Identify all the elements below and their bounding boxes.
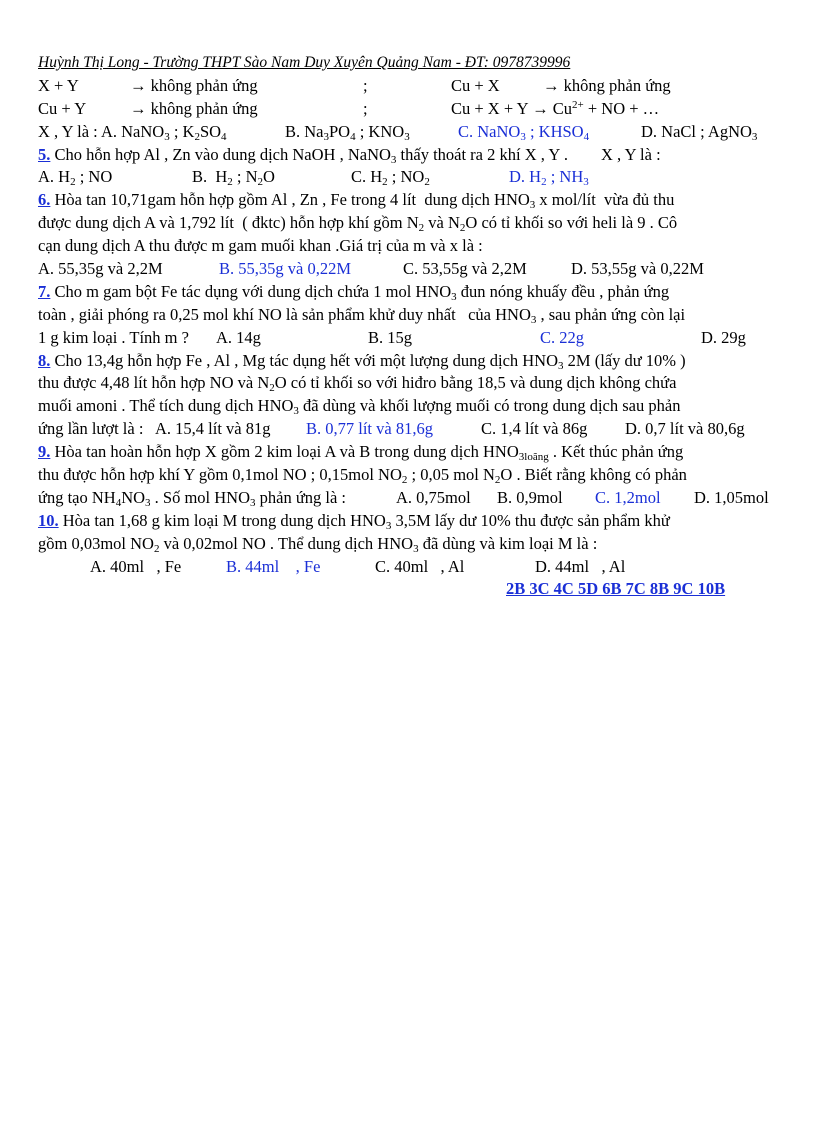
q10-stem-2: gồm 0,03mol $NO_2$ và 0,02mol NO . Thể dung dịch $HNO_3$ đã dùng và kim loại M là : [38, 533, 598, 555]
q8-option-b: B. 0,77 lít và 81,6g [306, 419, 433, 439]
reaction-row-1 [38, 75, 780, 98]
q6-stem-3: cạn dung dịch A thu được m gam muối khan .Giá trị của m và x là : [38, 236, 483, 256]
reaction-cu-y: Cu + Y [38, 98, 87, 118]
q7-option-d: D. 29g [701, 327, 746, 347]
q4-option-d: D. NaCl ; AgNO$_3$ [641, 121, 758, 143]
question-number: 8. [38, 350, 51, 370]
q6-option-d: D. 53,55g và 0,22M [571, 259, 704, 279]
reaction-cu-x-result: → không phản ứng [543, 75, 671, 95]
q7-stem-1: 7. Cho m gam bột Fe tác dụng với dung dịch chứa 1 mol $HNO_3$ đun nóng khuấy đều , phản ứng [38, 281, 670, 303]
answer-key: 2B 3C 4C 5D 6B 7C 8B 9C 10B [506, 579, 726, 599]
separator: ; [363, 98, 368, 118]
question-number: 6. [38, 190, 51, 210]
q8-option-a: A. 15,4 lít và 81g [155, 419, 271, 439]
q6-option-a: A. 55,35g và 2,2M [38, 259, 163, 279]
q9-stem-2: thu được hỗn hợp khí Y gồm 0,1mol NO ; 0,15mol $NO_2$ ; 0,05 mol $N_2O$ . Biết rằng không có phản [38, 465, 687, 487]
page-header: Huỳnh Thị Long - Trường THPT Sào Nam Duy Xuyên Quảng Nam - ĐT: 0978739996 [38, 54, 571, 71]
q8-stem-3: muối amoni . Thể tích dung dịch $HNO_3$ đã dùng và khối lượng muối có trong dung dịch sau phản [38, 396, 681, 418]
worksheet-page [38, 52, 780, 601]
q9-option-c: C. 1,2mol [595, 487, 661, 507]
reaction-cu-x: Cu + X [451, 75, 500, 95]
q4-options [38, 121, 780, 144]
q10-option-c: C. 40ml , Al [375, 556, 465, 576]
reaction-cu-y-result: → không phản ứng [130, 98, 258, 118]
q10-option-b: B. 44ml , Fe [226, 556, 321, 576]
q6-option-b: B. 55,35g và 0,22M [219, 259, 351, 279]
separator: ; [363, 75, 368, 95]
q10-option-a: A. 40ml , Fe [90, 556, 182, 576]
q5-options [38, 166, 780, 189]
q9-option-d: D. 1,05mol [694, 487, 769, 507]
q5-option-c: C. $H_2$ ; $NO_2$ [351, 167, 430, 189]
reaction-cu-x-y: $Cu + X + Y \to Cu^{2+}$ + NO + … [451, 98, 660, 118]
q10-stem-1: 10. Hòa tan 1,68 g kim loại M trong dung dịch $HNO_3$ 3,5M lấy dư 10% thu được sản phẩm khử [38, 510, 670, 532]
q4-option-c: C. NaNO$_3$ ; $KHSO_4$ [458, 121, 590, 143]
q9-stem-3 [38, 487, 780, 510]
q8-option-c: C. 1,4 lít và 86g [481, 419, 588, 439]
q10-option-d: D. 44ml , Al [535, 556, 626, 576]
question-number: 5. [38, 144, 51, 164]
question-number: 10. [38, 510, 59, 530]
q9-stem-1: 9. Hòa tan hoàn hỗn hợp X gồm 2 kim loại A và B trong dung dịch $HNO_{3loãng}$ . Kết thúc phản ứng [38, 442, 684, 464]
q8-option-d: D. 0,7 lít và 80,6g [625, 419, 745, 439]
q6-options [38, 258, 780, 281]
q5-option-d: D. $H_2$ ; $NH_3$ [509, 167, 589, 189]
q4-option-b: B. $Na_3PO_4$ ; $KNO_3$ [285, 121, 410, 143]
question-number: 9. [38, 442, 51, 462]
q7-option-c: C. 22g [540, 327, 585, 347]
q8-stem-2: thu được 4,48 lít hỗn hợp NO và $N_2O$ có tỉ khối so với hiđro bằng 18,5 và dung dịch không chứa [38, 373, 677, 395]
q5-option-b: B. $H_2$ ; $N_2O$ [192, 167, 275, 189]
q8-question: ứng lần lượt là : [38, 419, 144, 439]
q8-stem-4 [38, 418, 780, 441]
q8-stem-1: 8. Cho 13,4g hỗn hợp Fe , Al , Mg tác dụng hết với một lượng dung dịch $HNO_3$ 2M (lấy dư 10% ) [38, 350, 686, 372]
answer-key-row [38, 578, 780, 601]
q7-question: 1 g kim loại . Tính m ? [38, 327, 189, 347]
reaction-x-y: X + Y [38, 75, 79, 95]
q7-stem-3 [38, 327, 780, 350]
q5-stem: 5. Cho hỗn hợp Al , Zn vào dung dịch NaOH , NaNO$_3$ thấy thoát ra 2 khí X , Y . X , Y là : [38, 144, 661, 166]
reaction-row-2 [38, 98, 780, 121]
q9-option-b: B. 0,9mol [497, 487, 563, 507]
q7-stem-2: toàn , giải phóng ra 0,25 mol khí NO là sản phẩm khử duy nhất của $HNO_3$ , sau phản ứng còn lại [38, 304, 686, 326]
q9-question: ứng tạo $NH_4NO_3$ . Số mol $HNO_3$ phản ứng là : [38, 487, 347, 509]
q6-stem-2: được dung dịch A và 1,792 lít ( đktc) hỗn hợp khí gồm $N_2$ và $N_2O$ có tỉ khối so với heli là 9 . Cô [38, 213, 678, 235]
q6-option-c: C. 53,55g và 2,2M [403, 259, 527, 279]
q9-option-a: A. 0,75mol [396, 487, 471, 507]
question-number: 7. [38, 281, 51, 301]
q7-option-a: A. 14g [216, 327, 261, 347]
q4-option-a: X , Y là : A. NaNO$_3$ ; $K_2SO_4$ [38, 121, 227, 143]
q7-option-b: B. 15g [368, 327, 413, 347]
q6-stem-1: 6. Hòa tan 10,71gam hỗn hợp gồm Al , Zn , Fe trong 4 lít dung dịch $HNO_3$ x mol/lít vừa đủ thu [38, 190, 675, 212]
reaction-x-y-result: → không phản ứng [130, 75, 258, 95]
q10-options [38, 556, 780, 579]
q5-option-a: A. $H_2$ ; NO [38, 167, 113, 189]
